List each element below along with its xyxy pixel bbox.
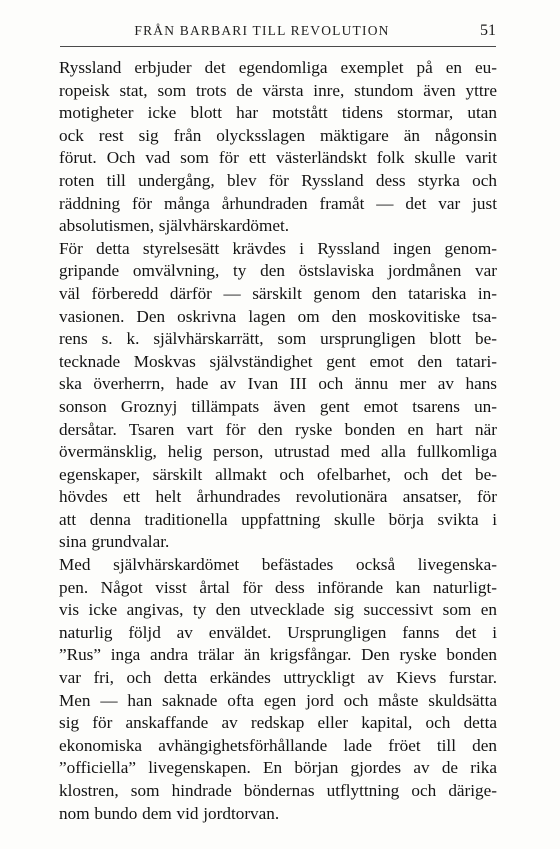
running-head [60,22,496,44]
text-line: ock rest sig från olycksslagen mäktigare än någonsin [59,125,497,145]
text-line: pen. Något visst årtal för dess införande kan naturligt- [59,577,497,597]
paragraph-2 [59,238,497,554]
paragraph-3 [59,554,497,825]
text-line: egenskaper, särskilt allmakt och ofelbarhet, och det be- [59,464,497,484]
page-number: 51 [480,22,496,39]
running-title: FRÅN BARBARI TILL REVOLUTION [134,23,390,38]
text-line: Med självhärskardömet befästades också livegenska- [59,555,497,575]
text-line: roten till undergång, blev för Ryssland dess styrka och [59,170,497,190]
text-line: väl förberedd därför — särskilt genom den tatariska in- [59,283,497,303]
header-rule [60,46,496,47]
text-line: ska överherrn, hade av Ivan III och ännu mer av hans [59,374,497,394]
text-line: Ryssland erbjuder det egendomliga exemplet på en eu- [59,58,497,77]
text-line: ekonomiska avhängighetsförhållande lade fröet till den [59,735,497,755]
text-line: ”officiella” livegenskapen. En början gjordes av de rika [59,758,497,778]
text-line: sonson Groznyj tillämpats även gent emot tsarens un- [59,396,497,416]
text-line: räddning för många århundraden framåt — det var just [59,193,497,213]
text-line: vasionen. Den oskrivna lagen om den moskovitiske tsa- [59,306,497,326]
text-line: För detta styrelsesätt krävdes i Ryssland ingen genom- [59,238,497,258]
text-line: dersåtar. Tsaren vart för den ryske bonden en hart när [59,419,497,439]
text-line: vis icke angivas, ty den utvecklade sig successivt som en [59,600,497,620]
text-line: ropeisk stat, som trots de värsta inre, stundom även yttre [59,80,497,100]
text-line: var fri, och detta erkändes uttryckligt av Kievs furstar. [59,668,497,688]
text-line: rens s. k. självhärskarrätt, som ursprungligen blott be- [59,329,497,349]
text-line: tecknade Moskvas självständighet gent emot den tatari- [59,351,497,371]
text-line: förut. Och vad som för ett västerländskt folk skulle varit [59,148,497,168]
text-line: att denna traditionella uppfattning skulle börja svikta i [59,509,497,529]
text-line: sig för anskaffande av redskap eller kapital, och detta [59,713,497,733]
text-line: gripande omvälvning, ty den östslaviska jordmånen var [59,261,497,281]
text-line: nom bundo dem vid jordtorvan. [59,803,280,823]
text-line: sina grundvalar. [59,532,170,552]
text-line: hövdes ett helt århundrades revolutionära ansatser, för [59,487,497,507]
paragraph-1 [59,57,497,238]
text-line: naturlig följd av enväldet. Ursprungligen fanns det i [59,622,497,642]
text-line: ”Rus” inga andra trälar än krigsfångar. Den ryske bonden [59,645,497,665]
text-line: övermänsklig, helig person, utrustad med alla fullkomliga [59,442,497,462]
text-line: absolutismen, självhärskardömet. [59,216,290,236]
body-text [59,57,497,825]
text-line: Men — han saknade ofta egen jord och måste skuldsätta [59,690,497,710]
text-line: motigheter icke blott har motstått tidens stormar, utan [59,103,497,123]
text-line: klostren, som hindrade böndernas utflyttning och därige- [59,781,497,800]
